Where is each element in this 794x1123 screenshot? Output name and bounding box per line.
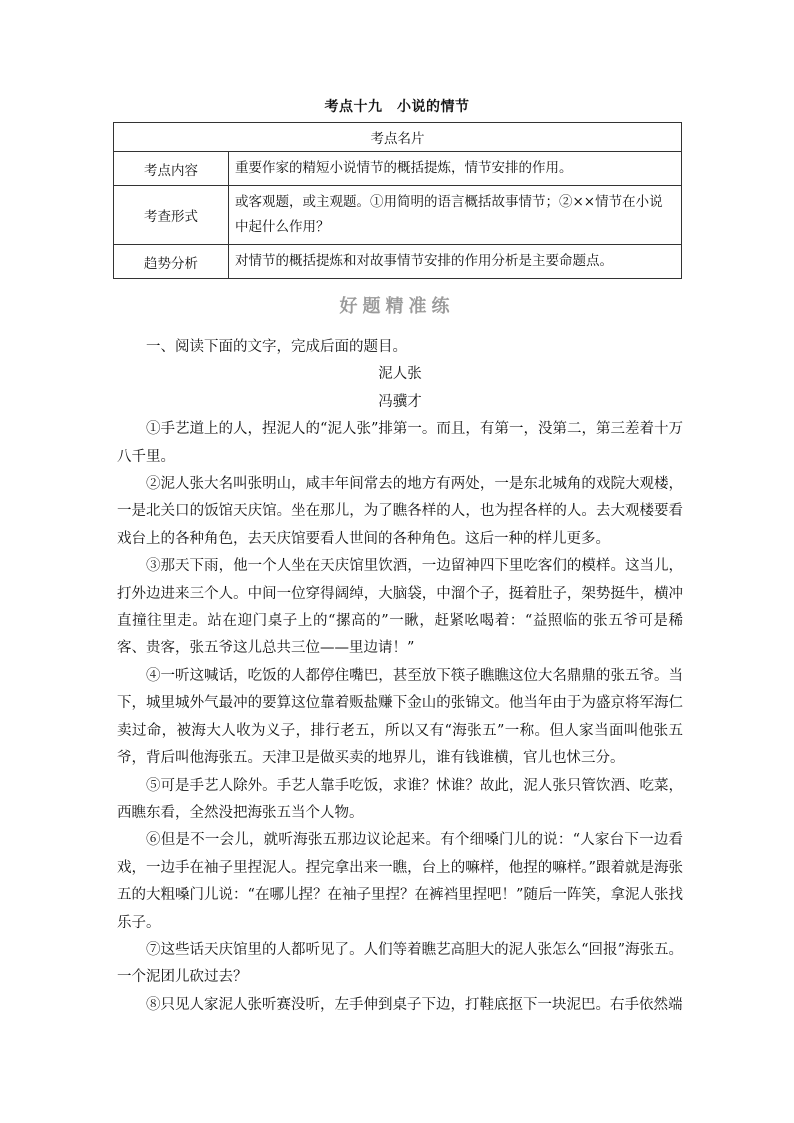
story-paragraph: ④一听这喊话，吃饭的人都停住嘴巴，甚至放下筷子瞧瞧这位大名鼎鼎的张五爷。当下，城里城外气最冲的要算这位靠着贩盐赚下金山的张锦文。他当年由于为盛京将军海仁卖过命，被海大人收为义子，排行老五，所以又有“海张五”一称。但人家当面叫他张五爷，背后叫他海张五。天津卫是做买卖的地界儿，谁有钱谁横，官儿也怵三分。 — [117, 667, 683, 767]
story-paragraph: ⑧只见人家泥人张听赛没听，左手伸到桌子下边，打鞋底抠下一块泥巴。右手依然端 — [146, 996, 683, 1013]
section-title: 好题精准练 — [339, 296, 455, 317]
table-row — [114, 186, 682, 245]
table-heading: 考点名片 — [114, 123, 682, 152]
row-label: 考点内容 — [114, 152, 229, 186]
table-row — [114, 152, 682, 186]
question-intro: 一、阅读下面的文字，完成后面的题目。 — [146, 339, 407, 355]
reading-passage — [117, 334, 683, 1019]
story-title: 泥人张 — [378, 366, 422, 383]
story-author: 冯骥才 — [378, 393, 422, 410]
story-paragraph: ③那天下雨，他一个人坐在天庆馆里饮酒，一边留神四下里吃客们的模样。这当儿，打外边进来三个人。中间一位穿得阔绰，大脑袋，中溜个子，挺着肚子，架势挺牛，横冲直撞往里走。站在迎门桌子上的“摞高的”一瞅，赶紧吆喝着：“益照临的张五爷可是稀客、贵客，张五爷这儿总共三位——里边请！” — [117, 558, 683, 657]
exam-point-table — [113, 122, 682, 279]
table-row — [114, 245, 682, 279]
page-title: 考点十九 小说的情节 — [324, 99, 470, 115]
story-paragraph: ①手艺道上的人，捏泥人的“泥人张”排第一。而且，有第一，没第二，第三差着十万八千里。 — [117, 421, 683, 465]
row-label: 考查形式 — [114, 186, 229, 245]
story-paragraph: ⑦这些话天庆馆里的人都听见了。人们等着瞧艺高胆大的泥人张怎么“回报”海张五。一个泥团儿砍过去？ — [117, 941, 683, 986]
row-value: 重要作家的精短小说情节的概括提炼，情节安排的作用。 — [229, 152, 682, 186]
story-paragraph: ⑤可是手艺人除外。手艺人靠手吃饭，求谁？怵谁？故此，泥人张只管饮酒、吃菜，西瞧东看，全然没把海张五当个人物。 — [117, 777, 683, 821]
row-value: 或客观题，或主观题。①用简明的语言概括故事情节；②××情节在小说中起什么作用？ — [229, 186, 682, 245]
story-paragraph: ⑥但是不一会儿，就听海张五那边议论起来。有个细嗓门儿的说：“人家台下一边看戏，一边手在袖子里捏泥人。捏完拿出来一瞧，台上的嘛样，他捏的嘛样。”跟着就是海张五的大粗嗓门儿说：“在哪儿捏？在袖子里捏？在裤裆里捏吧！”随后一阵笑，拿泥人张找乐子。 — [117, 832, 683, 931]
row-label: 趋势分析 — [114, 245, 229, 279]
story-paragraph: ②泥人张大名叫张明山，咸丰年间常去的地方有两处，一是东北城角的戏院大观楼，一是北关口的饭馆天庆馆。坐在那儿，为了瞧各样的人，也为捏各样的人。去大观楼要看戏台上的各种角色，去天庆馆要看人世间的各种角色。这后一种的样儿更多。 — [117, 476, 683, 547]
row-value: 对情节的概括提炼和对故事情节安排的作用分析是主要命题点。 — [229, 245, 682, 279]
table-heading-row — [114, 123, 682, 152]
